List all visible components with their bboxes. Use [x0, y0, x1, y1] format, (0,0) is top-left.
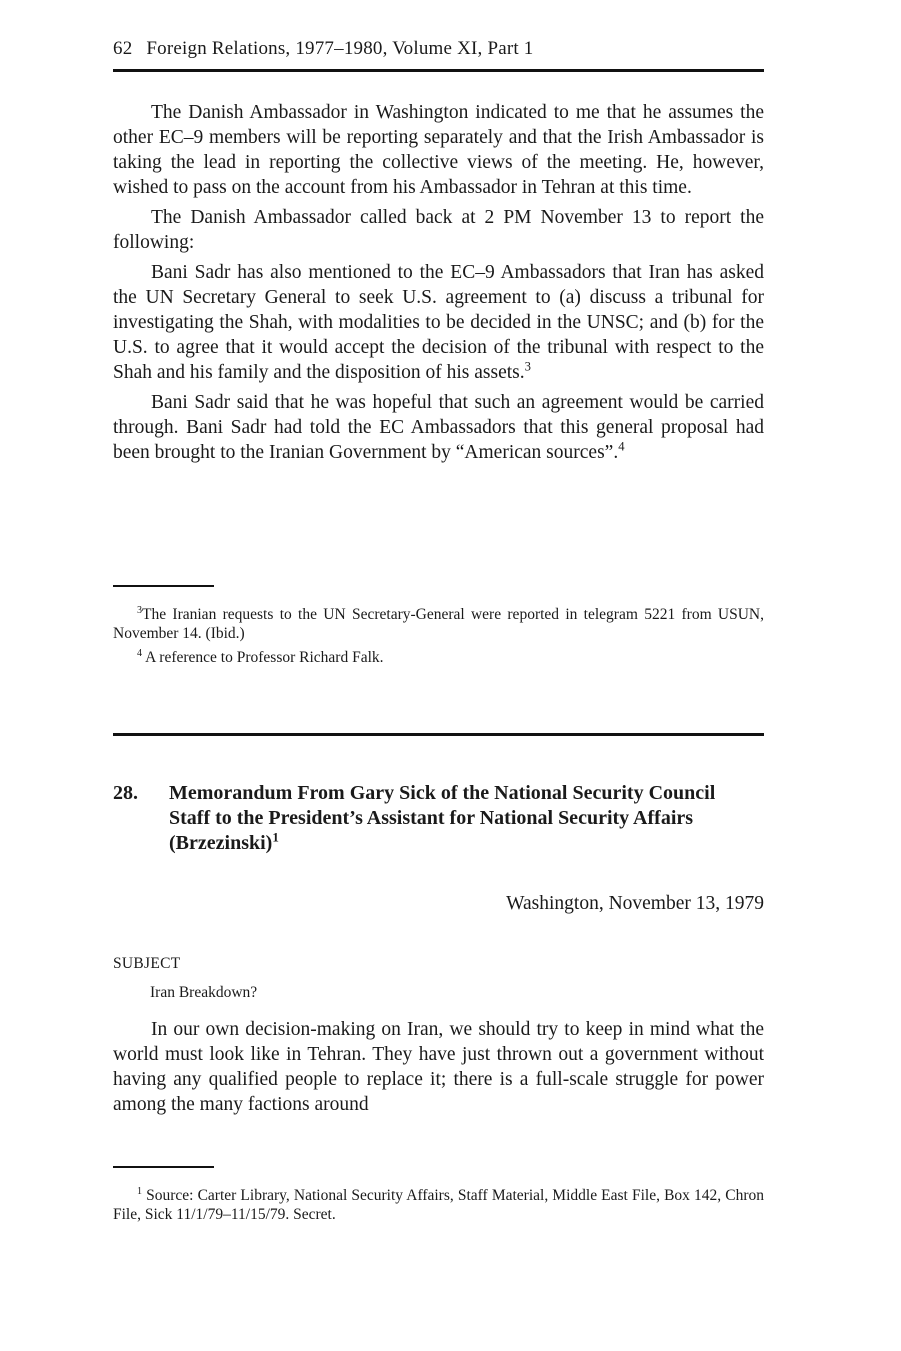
header-rule	[113, 69, 764, 72]
document-body	[113, 1017, 764, 1122]
subject-text: Iran Breakdown?	[150, 984, 258, 1001]
paragraph-text: Bani Sadr said that he was hopeful that such an agreement would be carried through. Bani Sadr had told the EC Ambassadors that this general proposal had been brought to the Iranian Government by “American sources”.	[113, 392, 764, 463]
dateline: Washington, November 13, 1979	[506, 893, 764, 914]
footnote	[113, 648, 764, 667]
footnote-mark: 4	[137, 647, 143, 659]
continued-document-body	[113, 100, 764, 470]
footnote-mark: 1	[137, 1185, 143, 1197]
document-title	[169, 781, 729, 856]
page-number: 62	[113, 38, 133, 59]
paragraph: The Danish Ambassador in Washington indicated to me that he assumes the other EC–9 members will be reporting separately and that the Irish Ambassador is taking the lead in reporting the collective views of the meeting. He, however, wished to pass on the account from his Ambassador in Tehran at this time.	[113, 102, 764, 198]
document-heading	[113, 781, 764, 856]
running-header	[113, 38, 764, 60]
footnote-ref: 3	[524, 359, 531, 374]
running-title: Foreign Relations, 1977–1980, Volume XI, Part 1	[146, 38, 534, 59]
document-number: 28.	[113, 782, 138, 804]
subject-label: SUBJECT	[113, 955, 181, 972]
footnote-text: A reference to Professor Richard Falk.	[145, 649, 384, 666]
footnote-ref: 4	[618, 439, 625, 454]
footnotes	[113, 1186, 764, 1229]
document-separator-rule	[113, 733, 764, 736]
paragraph: The Danish Ambassador called back at 2 PM November 13 to report the following:	[113, 207, 764, 253]
footnote-rule	[113, 1166, 214, 1168]
footnotes	[113, 605, 764, 672]
footnote-text: Source: Carter Library, National Security Affairs, Staff Material, Middle East File, Box 142, Chron File, Sick 11/1/79–11/15/79. Secret.	[113, 1187, 764, 1223]
footnote	[113, 1186, 764, 1224]
document-title-text: Memorandum From Gary Sick of the National Security Council Staff to the President’s Assistant for National Security Affairs (Brzezinski)	[169, 782, 716, 854]
footnote-rule	[113, 585, 214, 587]
paragraph	[113, 260, 764, 385]
footnote-text: The Iranian requests to the UN Secretary-General were reported in telegram 5221 from USUN, November 14. (Ibid.)	[113, 606, 764, 642]
paragraph	[113, 390, 764, 465]
paragraph: In our own decision-making on Iran, we should try to keep in mind what the world must look like in Tehran. They have just thrown out a government without having any qualified people to replace it; there is a full-scale struggle for power among the many factions around	[113, 1019, 764, 1115]
paragraph-text: Bani Sadr has also mentioned to the EC–9 Ambassadors that Iran has asked the UN Secretary General to seek U.S. agreement to (a) discuss a tribunal for investigating the Shah, with modalities to be decided in the UNSC; and (b) for the U.S. to agree that it would accept the decision of the tribunal with respect to the Shah and his family and the disposition of his assets.	[113, 262, 764, 383]
footnote	[113, 605, 764, 643]
footnote-mark: 3	[137, 604, 143, 616]
footnote-ref: 1	[272, 829, 279, 845]
